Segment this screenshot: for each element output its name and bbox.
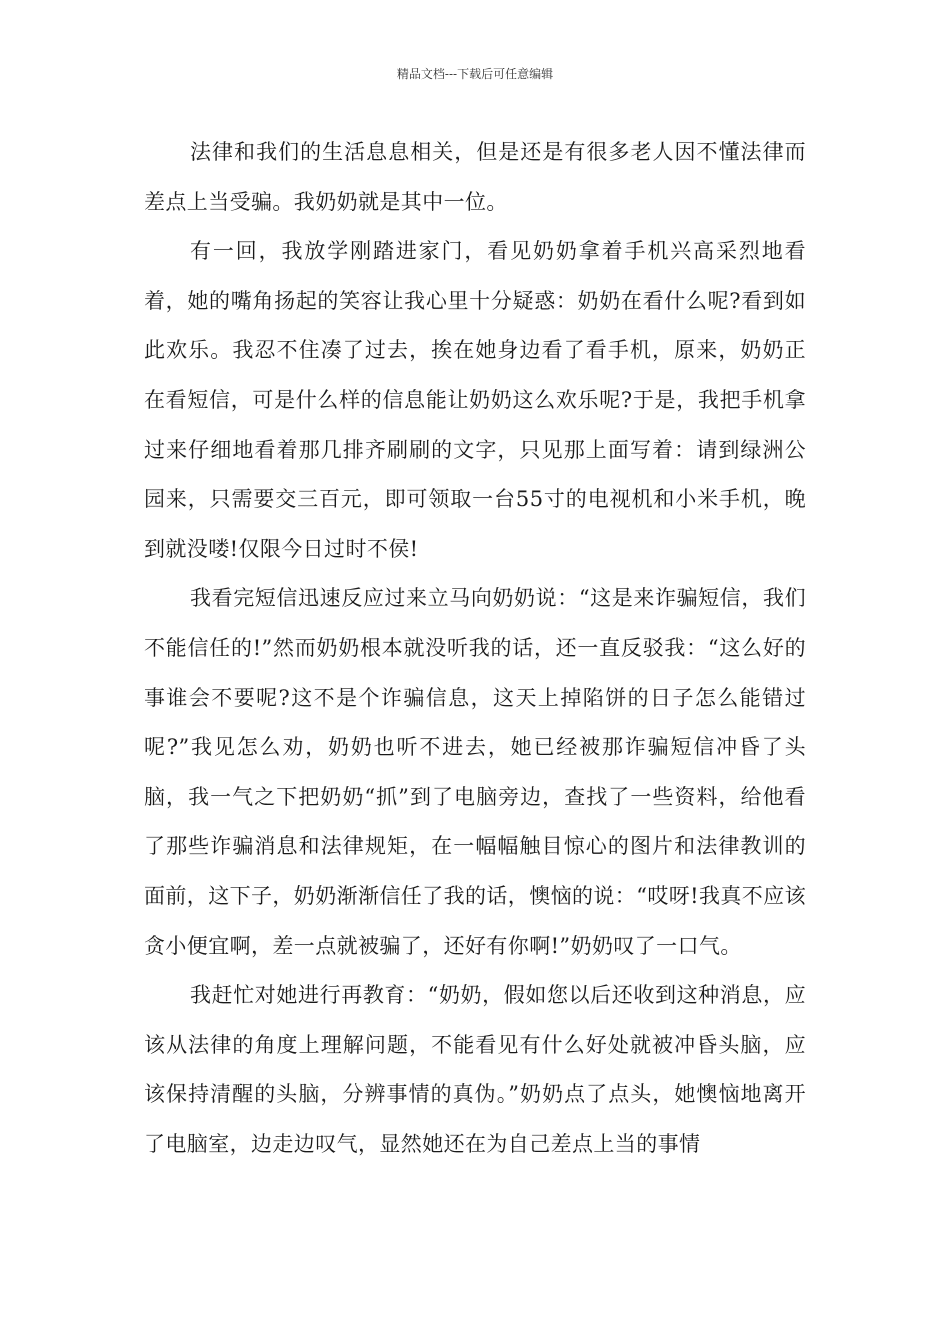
document-body	[144, 128, 806, 1169]
paragraph-3: 我看完短信迅速反应过来立马向奶奶说：“这是来诈骗短信，我们不能信任的!”然而奶奶根本就没听我的话，还一直反驳我：“这么好的事谁会不要呢?这不是个诈骗信息，这天上掉陷饼的日子怎么能错过呢?”我见怎么劝，奶奶也听不进去，她已经被那诈骗短信冲昏了头脑，我一气之下把奶奶“抓”到了电脑旁边，查找了一些资料，给他看了那些诈骗消息和法律规矩，在一幅幅触目惊心的图片和法律教训的面前，这下子，奶奶渐渐信任了我的话，懊恼的说：“哎呀!我真不应该贪小便宜啊，差一点就被骗了，还好有你啊!”奶奶叹了一口气。	[144, 586, 806, 958]
paragraph-1: 法律和我们的生活息息相关，但是还是有很多老人因不懂法律而差点上当受骗。我奶奶就是其中一位。	[144, 140, 806, 214]
paragraph-2: 有一回，我放学刚踏进家门，看见奶奶拿着手机兴高采烈地看着，她的嘴角扬起的笑容让我心里十分疑惑：奶奶在看什么呢?看到如此欢乐。我忍不住凑了过去，挨在她身边看了看手机，原来，奶奶正在看短信，可是什么样的信息能让奶奶这么欢乐呢?于是，我把手机拿过来仔细地看着那几排齐刷刷的文字，只见那上面写着：请到绿洲公园来，只需要交三百元，即可领取一台55寸的电视机和小米手机，晚到就没喽!仅限今日过时不侯!	[144, 239, 806, 561]
page-header: 精品文档---下载后可任意编辑	[396, 67, 554, 81]
paragraph-4: 我赶忙对她进行再教育：“奶奶，假如您以后还收到这种消息，应该从法律的角度上理解问题，不能看见有什么好处就被冲昏头脑，应该保持清醒的头脑，分辨事情的真伪。”奶奶点了点头，她懊恼地离开了电脑室，边走边叹气，显然她还在为自己差点上当的事情	[144, 983, 806, 1156]
